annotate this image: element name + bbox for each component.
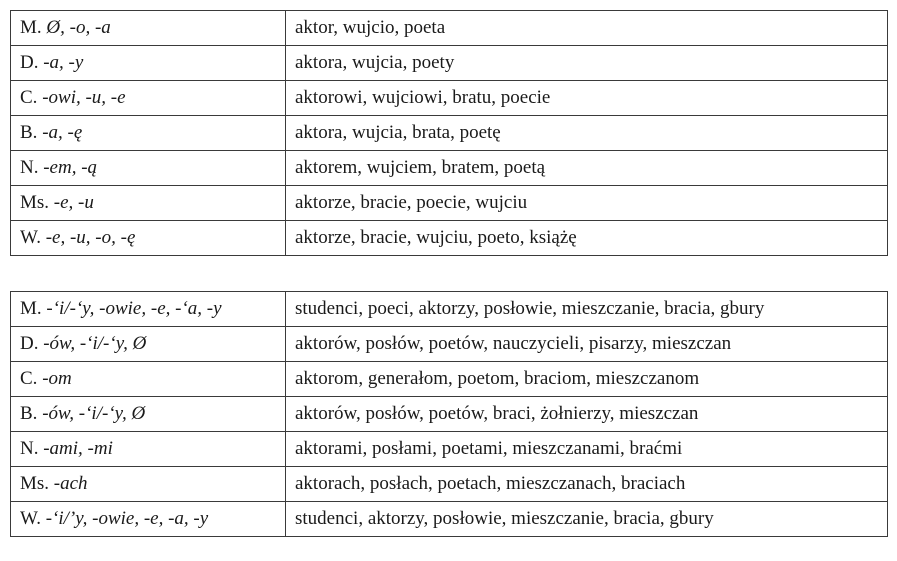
endings: -em, -ą (43, 157, 98, 178)
case-label: Ms. (20, 473, 50, 494)
case-label: N. (20, 157, 39, 178)
endings: -a, -y (43, 52, 84, 73)
examples-cell: aktorom, generałom, poetom, braciom, mieszczanom (286, 362, 888, 397)
examples-cell: aktorze, bracie, wujciu, poeto, książę (286, 221, 888, 256)
endings: -e, -u, -o, -ę (45, 227, 136, 248)
endings: -ów, -‘i/-‘y, Ø (43, 333, 147, 354)
examples-cell: studenci, aktorzy, posłowie, mieszczanie, bracia, gbury (286, 502, 888, 537)
singular-declension-table (10, 10, 888, 256)
case-endings-cell (11, 467, 286, 502)
examples-cell: aktora, wujcia, brata, poetę (286, 116, 888, 151)
case-label: C. (20, 368, 38, 389)
endings: -ami, -mi (43, 438, 113, 459)
examples-cell: aktorze, bracie, poecie, wujciu (286, 186, 888, 221)
endings: -om (42, 368, 72, 389)
table-row (11, 502, 888, 537)
endings: Ø, -o, -a (46, 17, 111, 38)
case-endings-cell (11, 81, 286, 116)
examples-cell: aktorem, wujciem, bratem, poetą (286, 151, 888, 186)
table-row (11, 327, 888, 362)
examples-cell: aktorów, posłów, poetów, nauczycieli, pisarzy, mieszczan (286, 327, 888, 362)
table-row (11, 362, 888, 397)
case-label: M. (20, 298, 42, 319)
case-endings-cell (11, 151, 286, 186)
case-label: N. (20, 438, 39, 459)
table-row (11, 221, 888, 256)
table-row (11, 46, 888, 81)
plural-declension-table (10, 291, 888, 537)
endings: -‘i/-‘y, -owie, -e, -‘a, -y (46, 298, 222, 319)
case-endings-cell (11, 362, 286, 397)
table-row (11, 397, 888, 432)
endings: -ach (53, 473, 88, 494)
case-label: W. (20, 227, 41, 248)
table-row (11, 11, 888, 46)
table-row (11, 186, 888, 221)
case-endings-cell (11, 186, 286, 221)
case-endings-cell (11, 432, 286, 467)
case-endings-cell (11, 11, 286, 46)
endings: -owi, -u, -e (42, 87, 126, 108)
table-row (11, 467, 888, 502)
case-endings-cell (11, 327, 286, 362)
examples-cell: aktorowi, wujciowi, bratu, poecie (286, 81, 888, 116)
case-label: D. (20, 52, 39, 73)
case-endings-cell (11, 46, 286, 81)
case-endings-cell (11, 397, 286, 432)
case-label: M. (20, 17, 42, 38)
case-endings-cell (11, 221, 286, 256)
endings: -‘i/’y, -owie, -e, -a, -y (45, 508, 209, 529)
table-row (11, 292, 888, 327)
table-row (11, 81, 888, 116)
endings: -e, -u (53, 192, 94, 213)
case-label: B. (20, 403, 38, 424)
case-label: B. (20, 122, 38, 143)
examples-cell: studenci, poeci, aktorzy, posłowie, mieszczanie, bracia, gbury (286, 292, 888, 327)
case-endings-cell (11, 292, 286, 327)
examples-cell: aktorach, posłach, poetach, mieszczanach, braciach (286, 467, 888, 502)
case-label: W. (20, 508, 41, 529)
examples-cell: aktorów, posłów, poetów, braci, żołnierzy, mieszczan (286, 397, 888, 432)
case-label: D. (20, 333, 39, 354)
examples-cell: aktor, wujcio, poeta (286, 11, 888, 46)
endings: -a, -ę (42, 122, 83, 143)
case-endings-cell (11, 116, 286, 151)
case-label: C. (20, 87, 38, 108)
table-row (11, 432, 888, 467)
table-row (11, 116, 888, 151)
examples-cell: aktorami, posłami, poetami, mieszczanami, braćmi (286, 432, 888, 467)
endings: -ów, -‘i/-‘y, Ø (42, 403, 146, 424)
case-label: Ms. (20, 192, 50, 213)
table-row (11, 151, 888, 186)
examples-cell: aktora, wujcia, poety (286, 46, 888, 81)
case-endings-cell (11, 502, 286, 537)
